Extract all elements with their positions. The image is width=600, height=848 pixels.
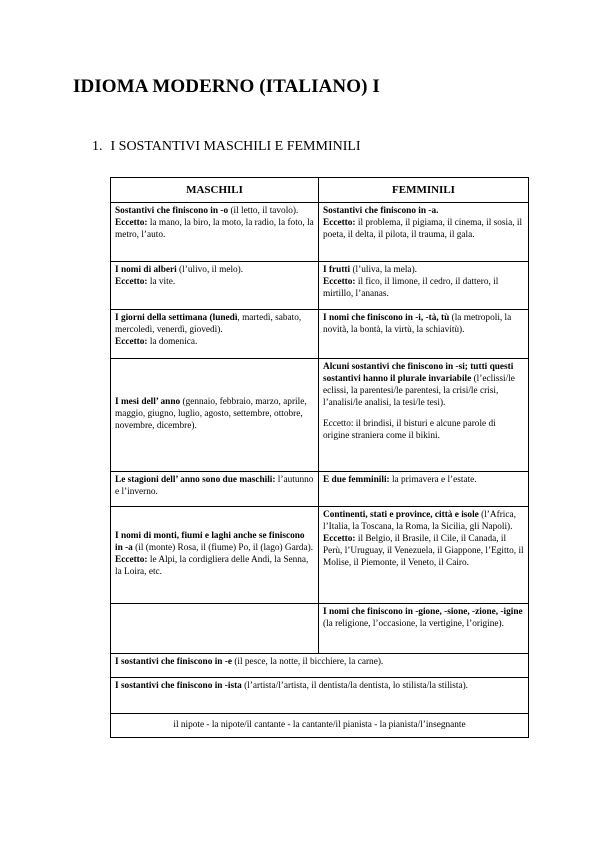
cell-femminili <box>319 507 529 604</box>
exception-label: Eccetto: <box>115 555 148 566</box>
cell-maschili-empty <box>111 604 319 654</box>
exception-label: Eccetto: <box>323 217 356 228</box>
examples-text: (l’eclissi/le eclissi, la parentesi/le parentesi, la crisi/le crisi, l’analisi/le analisi, la tesi/le tesi). <box>323 373 515 408</box>
rule-text: I nomi che finiscono in -i, -tà, tù <box>323 313 450 324</box>
cell-femminili <box>319 203 529 262</box>
table-row <box>111 604 529 654</box>
examples-text: il nipote - la nipote/il cantante - la cantante/il pianista - la pianista/l’insegnante <box>173 719 466 730</box>
examples-text: (gennaio, febbraio, marzo, aprile, maggio, giugno, luglio, agosto, settembre, ottobre, novembre, dicembre). <box>115 397 307 432</box>
examples-text: la primavera e l’estate. <box>389 475 477 486</box>
rule-text: Le stagioni dell’ anno sono due maschili: <box>115 475 276 486</box>
examples-text: (il pesce, la notte, il bicchiere, la carne). <box>232 657 384 668</box>
cell-maschili <box>111 359 319 472</box>
document-title: IDIOMA MODERNO (ITALIANO) I <box>73 76 380 97</box>
cell-full-width <box>111 654 529 678</box>
exception-label: Eccetto: <box>115 217 148 228</box>
examples-text: (l’ulivo, il melo). <box>176 265 244 276</box>
cell-maschili <box>111 472 319 507</box>
header-maschili: MASCHILI <box>111 178 319 203</box>
section-number: 1. <box>92 139 103 154</box>
table-row <box>111 310 529 359</box>
table-header-row <box>111 178 529 203</box>
section-heading <box>92 139 361 155</box>
cell-full-width <box>111 678 529 714</box>
examples-text: (l’Africa, l’Italia, la Toscana, la Roma, la Sicilia, gli Napoli). <box>323 510 516 532</box>
rule-text: I nomi di alberi <box>115 265 177 276</box>
cell-maschili <box>111 507 319 604</box>
examples-text: , martedì, sabato, mercoledì, venerdì, giovedì). <box>115 313 302 335</box>
exception-text: il problema, il pigiama, il cinema, il sosia, il poeta, il delta, il pilota, il trauma, il gala. <box>323 217 523 240</box>
cell-femminili <box>319 262 529 310</box>
rule-text: I giorni della settimana (lunedì <box>115 313 238 324</box>
examples-text: (il (monte) Rosa, il (fiume) Po, il (lago) Garda). <box>132 543 314 554</box>
rule-text: I frutti <box>323 265 351 276</box>
rule-text: I nomi di monti, fiumi e laghi anche se finiscono in -a <box>115 531 305 554</box>
table-row <box>111 678 529 714</box>
rule-text: Sostantivi che finiscono in -o <box>115 206 229 217</box>
cell-femminili <box>319 359 529 472</box>
exception-text: la mano, la biro, la moto, la radio, la foto, la metro, l’auto. <box>115 217 314 240</box>
cell-femminili <box>319 472 529 507</box>
rule-text: Alcuni sostantivi che finiscono in -si; tutti questi sostantivi hanno il plurale invariabile <box>323 362 514 384</box>
exception-label: Eccetto: <box>323 276 356 287</box>
cell-maschili <box>111 203 319 262</box>
examples-text: (il letto, il tavolo). <box>228 206 299 217</box>
nouns-gender-table <box>110 177 529 738</box>
rule-text: Continenti, stati e province, città e isole <box>323 510 479 521</box>
table-row <box>111 359 529 472</box>
cell-full-width <box>111 714 529 738</box>
rule-text: E due femminili: <box>323 475 390 486</box>
cell-maschili <box>111 310 319 359</box>
section-title: I SOSTANTIVI MASCHILI E FEMMINILI <box>110 139 361 154</box>
exception-label: Eccetto: <box>115 276 148 287</box>
header-femminili: FEMMINILI <box>319 178 529 203</box>
rule-text: Sostantivi che finiscono in -a. <box>323 206 439 217</box>
cell-femminili <box>319 604 529 654</box>
table-row <box>111 203 529 262</box>
table-row <box>111 654 529 678</box>
cell-maschili <box>111 262 319 310</box>
rule-text: I nomi che finiscono in -gione, -sione, -zione, -igine <box>323 607 523 618</box>
examples-text: (l’uliva, la mela). <box>350 265 417 276</box>
examples-text: (la religione, l’occasione, la vertigine, l’origine). <box>323 618 504 629</box>
exception-text: le Alpi, la cordigliera delle Andi, la Senna, la Loira, etc. <box>115 555 309 577</box>
cell-femminili <box>319 310 529 359</box>
exception-text: la vite. <box>147 276 176 287</box>
rule-text: I mesi dell’ anno <box>115 397 181 408</box>
rule-text: I sostantivi che finiscono in -e <box>115 657 232 668</box>
exception-label: Eccetto: <box>323 533 356 544</box>
examples-text: (l’artista/l’artista, il dentista/la dentista, lo stilista/la stilista). <box>241 681 468 692</box>
exception-text: Eccetto: il brindisi, il bisturi e alcune parole di origine straniera come il bikini. <box>323 418 496 441</box>
examples-text: l’autunno e l’inverno. <box>115 475 314 497</box>
table-row <box>111 714 529 738</box>
table-row <box>111 507 529 604</box>
table-row <box>111 262 529 310</box>
examples-text: (la metropoli, la novità, la bontà, la virtù, la schiavitù). <box>323 313 512 335</box>
table-row <box>111 472 529 507</box>
rule-text: I sostantivi che finiscono in -ista <box>115 681 242 692</box>
exception-text: il Belgio, il Brasile, il Cile, il Canada, il Perù, l’Uruguay, il Venezuela, il Giappone, l’Egitto, il Molise, il Piemonte, il Veneto, il Cairo. <box>323 533 524 568</box>
exception-text: il fico, il limone, il cedro, il dattero, il mirtillo, l’ananas. <box>323 276 499 299</box>
exception-text: la domenica. <box>147 336 198 347</box>
exception-label: Eccetto: <box>115 336 148 347</box>
